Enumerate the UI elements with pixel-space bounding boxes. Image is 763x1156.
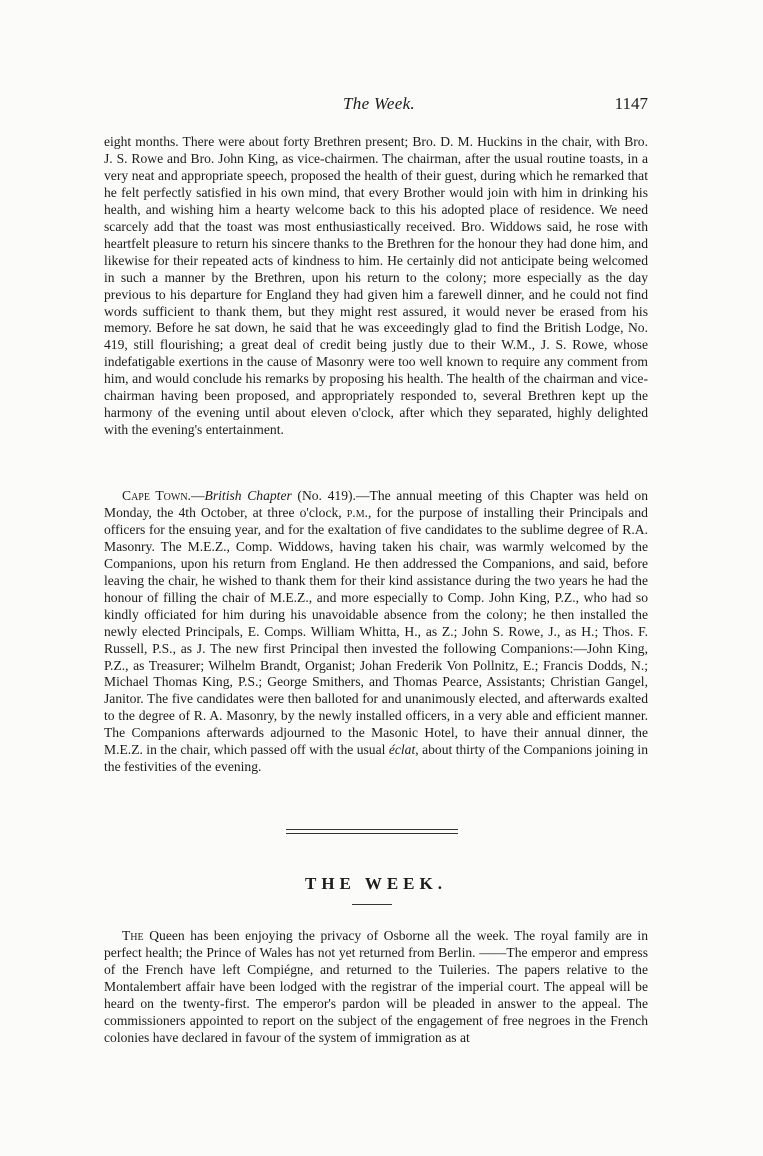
- running-header: [104, 94, 654, 118]
- paragraph-cape-town-chapter: [104, 488, 648, 776]
- section-title: THE WEEK.: [305, 874, 447, 893]
- lead-word: The: [122, 928, 144, 943]
- running-title: The Week.: [343, 94, 415, 113]
- chapter-number: (No. 419).: [291, 488, 356, 503]
- double-rule-top: [286, 829, 458, 830]
- paragraph-the-week: [104, 928, 648, 1047]
- dash: —: [190, 488, 205, 503]
- place-name: Cape Town.: [122, 488, 191, 503]
- chapter-text-2: , for the purpose of installing their Principals and officers for the ensuing year, and for the exaltation of five candidates to the sublime degree of R.A. Masonry. The M.E.Z., Comp. Widdows, having taken his chair, was warmly welcomed by the Companions, upon his return from England. He then addressed the Companions, and said, before leaving the chair, he wished to thank them for their kind assistance during the two years he had the honour of filling the chair of M.E.Z., and more especially to Comp. John King, P.Z., who had so kindly officiated for him during his unavoidable absence from the colony; he then installed the newly elected Principals, E. Comps. William Whitta, H., as Z.; John S. Rowe, J., as H.; Thos. F. Russell, P.S., as J. The new first Principal then invested the following Companions:—John King, P.Z., as Treasurer; Wilhelm Brandt, Organist; Johan Frederik Von Pollnitz, E.; Francis Dodds, N.; Michael Thomas King, P.S.; George Smithers, and Thomas Pearce, Assistants; Christian Gangel, Janitor. The five candidates were then balloted for and unanimously elected, and afterwards exalted to the degree of R. A. Masonry, by the newly installed officers, in a very able and efficient manner. The Companions afterwards adjourned to the Masonic Hotel, to have their annual dinner, the M.E.Z. in the chair, which passed off with the usual: [104, 504, 648, 758]
- chapter-text-3: , about thirty of the Companions joining in the festivities of the evening.: [104, 742, 648, 775]
- chapter-text-1: —The annual meeting of this Chapter was held on Monday, the 4th October, at three o'clock,: [104, 488, 648, 520]
- double-rule-bottom: [286, 833, 458, 834]
- eclat-word: éclat: [388, 742, 416, 758]
- page-number: 1147: [614, 94, 648, 113]
- chapter-name: British Chapter: [204, 488, 292, 503]
- title-underline: [352, 904, 392, 905]
- paragraph-lodge-report: eight months. There were about forty Brethren present; Bro. D. M. Huckins in the chair, with Bro. J. S. Rowe and Bro. John King, as vice-chairmen. The chairman, after the usual routine toasts, in a very neat and appropriate speech, proposed the health of their guest, during which he remarked that he felt perfectly satisfied in his own mind, that every Brother would join with him in drinking his health, and wishing him a hearty welcome back to this his adopted place of residence. We need scarcely add that the toast was most enthusiastically received. Bro. Widdows said, he rose with heartfelt pleasure to return his sincere thanks to the Brethren for the honour they had done him, and likewise for their repeated acts of kindness to him. He certainly did not anticipate being welcomed in such a manner by the Brethren, upon his return to the colony; more especially as the day previous to his departure for England they had given him a farewell dinner, and he could not find words sufficient to thank them, but they might rest assured, it would never be erased from his memory. Before he sat down, he said that he was exceedingly glad to find the British Lodge, No. 419, still flourishing; a great deal of credit being justly due to their W.M., J. S. Rowe, whose indefatigable exertions in the cause of Masonry were too well known to require any comment from him, and would conclude his remarks by proposing his health. The health of the chairman and vice-chairman having been proposed, and appropriately responded to, several Brethren kept up the harmony of the evening until about eleven o'clock, after which they separated, highly delighted with the evening's entertainment.: [104, 134, 648, 438]
- time-pm: p.m.: [346, 504, 368, 520]
- week-text: Queen has been enjoying the privacy of Osborne all the week. The royal family are in perfect health; the Prince of Wales has not yet returned from Berlin. ——The emperor and empress of the French have left Compiégne, and returned to the Tuileries. The papers relative to the Montalembert affair have been lodged with the registrar of the imperial court. The appeal will be heard on the twenty-first. The emperor's pardon will be pleaded in answer to the appeal. The commissioners appointed to report on the subject of the engagement of free negroes in the French colonies have declared in favour of the system of immigration as at: [104, 928, 648, 1045]
